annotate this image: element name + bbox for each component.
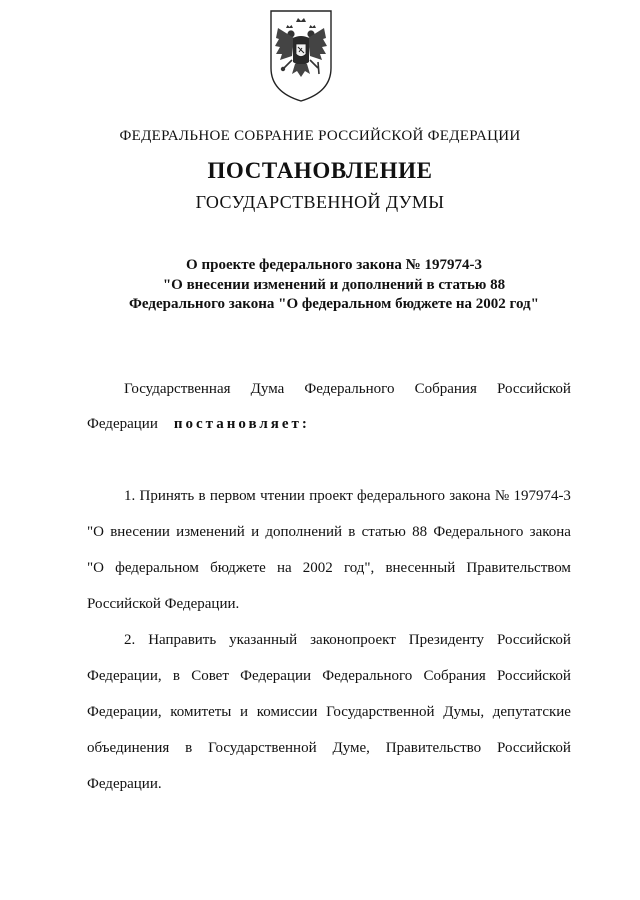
word: 88 (412, 524, 428, 540)
preamble-line-2 (87, 414, 571, 434)
word: № (494, 488, 510, 504)
word: в (348, 524, 356, 540)
word: Федерального (304, 381, 395, 397)
word: Собрания (423, 668, 486, 684)
word: законопроект (310, 632, 396, 648)
document-issuer: ГОСУДАРСТВЕННОЙ ДУМЫ (195, 192, 445, 212)
word: Собрания (414, 381, 477, 397)
word: федерального (357, 488, 445, 504)
word: закона (529, 524, 571, 540)
word: год", (343, 560, 375, 576)
subject-line-1: О проекте федерального закона № 197974-3 (186, 257, 482, 273)
word: Дума (250, 381, 285, 397)
word: Правительством (466, 560, 571, 576)
word: 2002 (302, 560, 333, 576)
word: федеральном (115, 560, 199, 576)
word: Думе, (332, 740, 370, 756)
word: комиссии (256, 704, 318, 720)
word: и (240, 704, 249, 720)
word: бюджете (210, 560, 266, 576)
word: в (185, 740, 193, 756)
word: Государственной (208, 740, 317, 756)
word: Федерального (322, 668, 413, 684)
word: Президенту (408, 632, 485, 648)
word: Российской (497, 668, 571, 684)
resolves-keyword: постановляет: (173, 416, 310, 432)
document-subject (0, 256, 640, 315)
word: объединения (87, 740, 170, 756)
item-1-line-3 (87, 558, 571, 578)
word: первом (209, 488, 256, 504)
word: Совет (191, 668, 229, 684)
word: Правительство (385, 740, 482, 756)
word: внесенный (385, 560, 456, 576)
word: 197974-3 (513, 488, 571, 504)
word: Государственной (326, 704, 435, 720)
word: дополнений (265, 524, 343, 540)
word: Российской (497, 381, 571, 397)
word: комитеты (170, 704, 232, 720)
word: статью (361, 524, 406, 540)
word: Российской (497, 740, 571, 756)
word: Государственная (124, 381, 231, 397)
word: Федерального (433, 524, 524, 540)
word: в (198, 488, 206, 504)
word: внесении (110, 524, 170, 540)
word: в (172, 668, 180, 684)
word: чтении (260, 488, 305, 504)
word: закона (449, 488, 491, 504)
item-2-line-5: Федерации. (87, 776, 162, 792)
assembly-title: ФЕДЕРАЛЬНОЕ СОБРАНИЕ РОССИЙСКОЙ ФЕДЕРАЦИИ (119, 128, 521, 144)
item-1-line-1 (87, 486, 571, 506)
word: Принять (139, 488, 195, 504)
document-type: ПОСТАНОВЛЕНИЕ (207, 158, 433, 183)
word: Направить (148, 632, 217, 648)
subject-line-2: "О внесении изменений и дополнений в статью 88 (162, 276, 506, 293)
word: Федерации, (87, 704, 162, 720)
item-2-line-1 (87, 630, 571, 650)
subject-line-3: Федерального закона "О федеральном бюджете на 2002 год" (129, 296, 539, 312)
word: Думы, (443, 704, 485, 720)
item-1-line-4: Российской Федерации. (87, 596, 240, 612)
word: "О (87, 524, 104, 540)
word: 1. (124, 488, 136, 504)
word: на (276, 560, 292, 576)
word: 2. (124, 632, 136, 648)
item-2-line-3 (87, 702, 571, 722)
item-2-line-2 (87, 666, 571, 686)
item-2-line-4 (87, 738, 571, 758)
preamble-paragraph (87, 379, 571, 399)
word: изменений (176, 524, 245, 540)
russian-emblem-icon (268, 8, 334, 104)
preamble-line-1 (87, 379, 571, 399)
word: Российской (497, 632, 571, 648)
word: и (251, 524, 260, 540)
item-1-line-2 (87, 522, 571, 542)
word: Федерации, (87, 668, 162, 684)
word: указанный (229, 632, 298, 648)
word: депутатские (492, 704, 571, 720)
word: проект (309, 488, 353, 504)
preamble-line-2-start: Федерации (87, 416, 158, 432)
word: "О (87, 560, 104, 576)
word: Федерации (240, 668, 311, 684)
